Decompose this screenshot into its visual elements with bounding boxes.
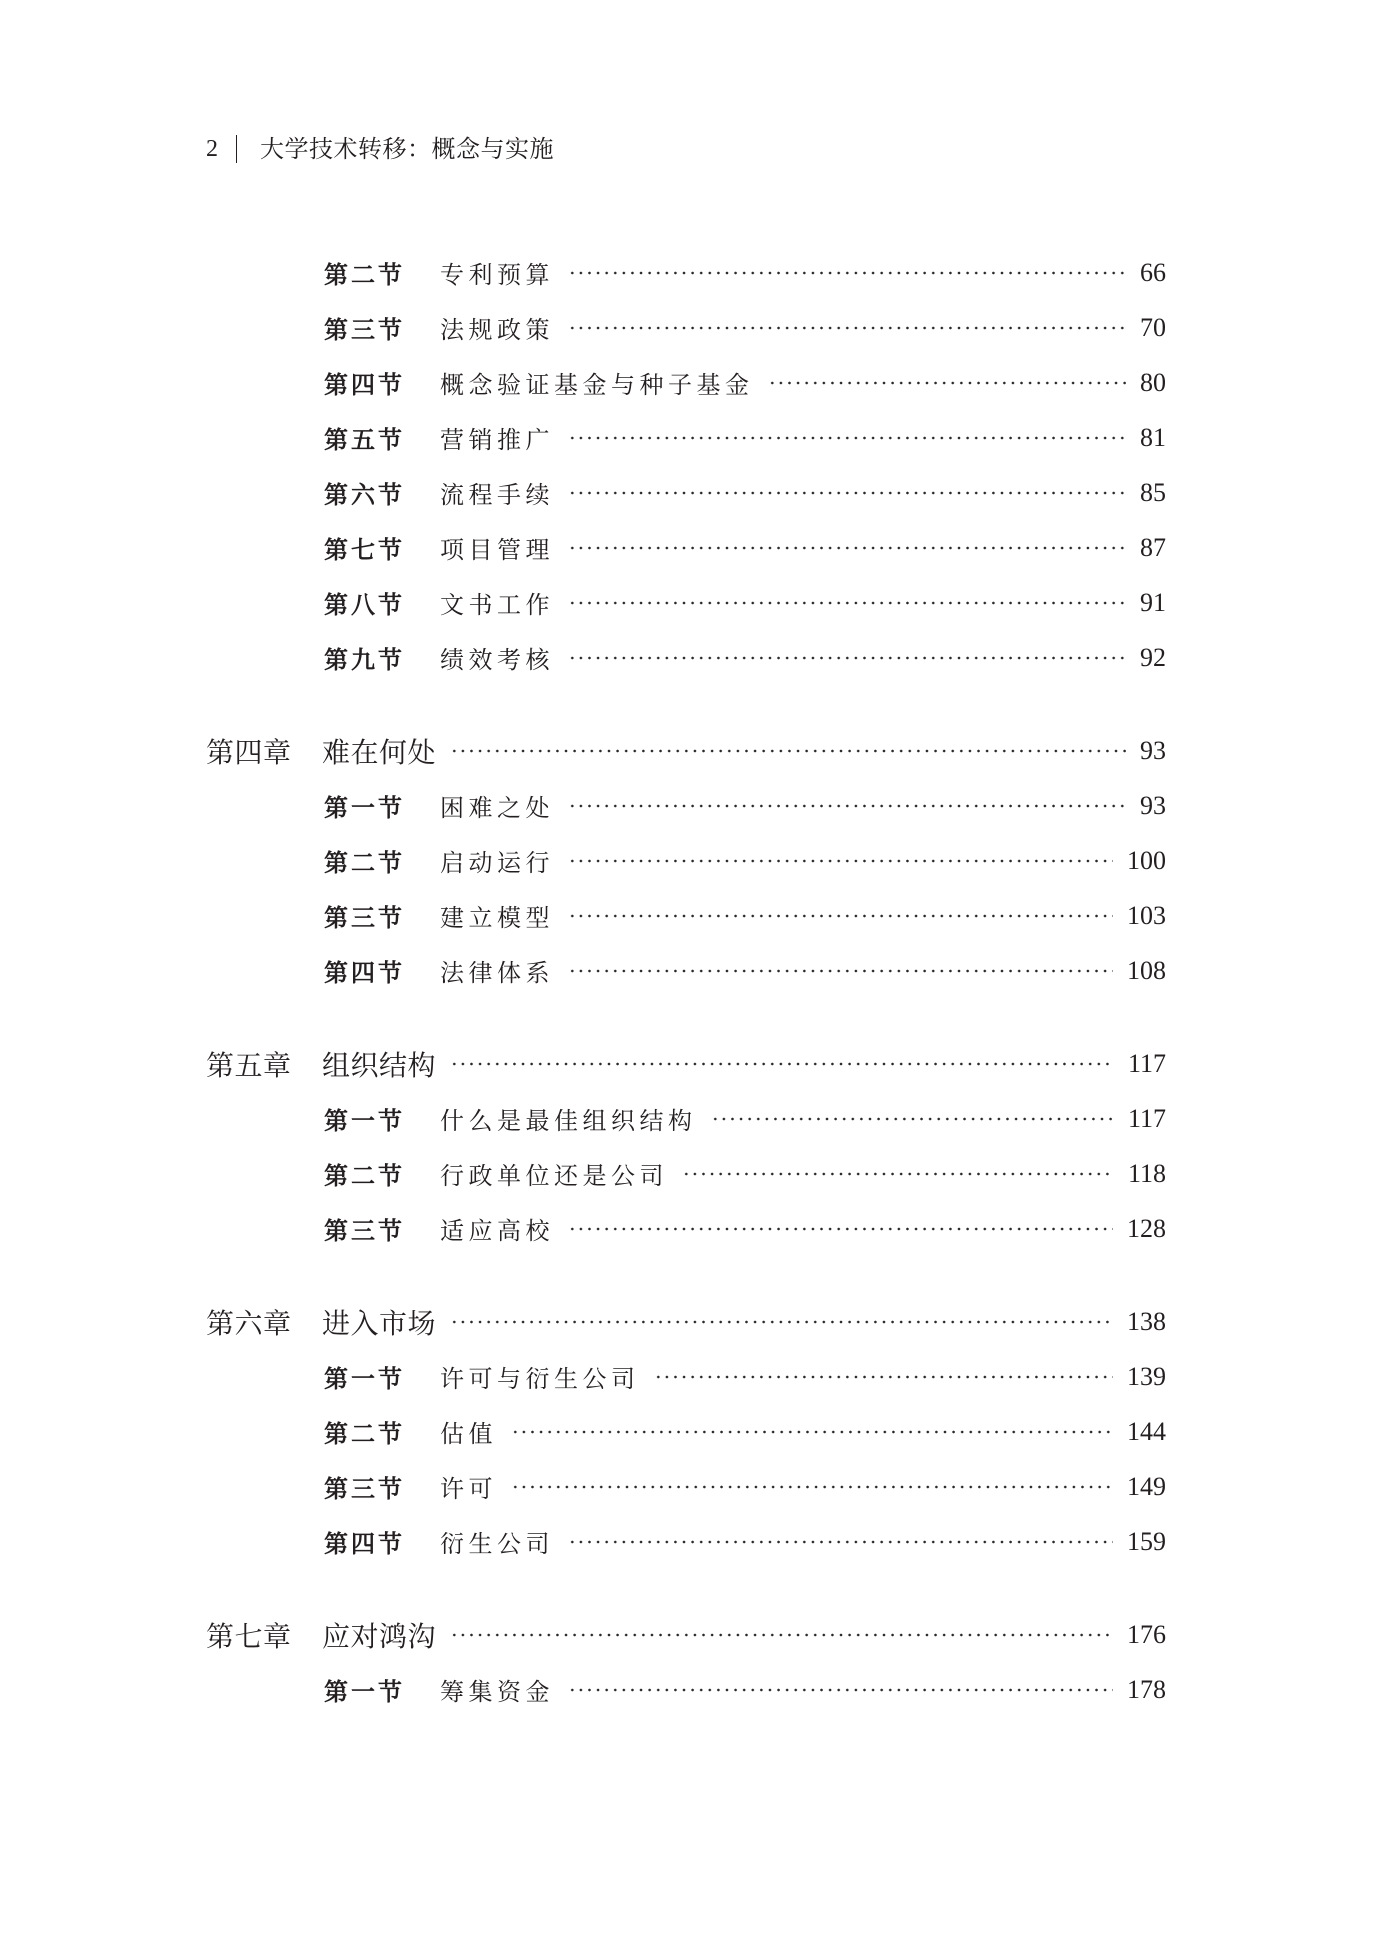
dot-leader xyxy=(568,1686,1113,1694)
chapter-label: 第六章 xyxy=(206,1306,292,1340)
section-page-number: 81 xyxy=(1140,422,1166,452)
section-title: 衍生公司 xyxy=(440,1530,554,1558)
section-label: 第三节 xyxy=(324,1216,405,1245)
chapter-title: 组织结构 xyxy=(322,1048,437,1082)
dot-leader xyxy=(768,379,1127,387)
dot-leader xyxy=(568,857,1113,865)
chapter-title: 难在何处 xyxy=(322,735,437,769)
section-page-number: 178 xyxy=(1127,1674,1166,1704)
section-label: 第七节 xyxy=(324,535,405,564)
dot-leader xyxy=(568,324,1126,332)
toc-group xyxy=(0,1294,1386,1569)
chapter-label: 第五章 xyxy=(206,1048,292,1082)
dot-leader xyxy=(682,1170,1114,1178)
section-page-number: 108 xyxy=(1127,955,1166,985)
section-title: 法律体系 xyxy=(440,959,554,987)
chapter-entry xyxy=(0,1036,1386,1091)
section-label: 第二节 xyxy=(324,260,405,289)
dot-leader xyxy=(568,967,1113,975)
section-title: 什么是最佳组织结构 xyxy=(440,1107,697,1135)
chapter-title: 应对鸿沟 xyxy=(322,1619,437,1653)
section-page-number: 80 xyxy=(1140,367,1166,397)
section-page-number: 118 xyxy=(1127,1158,1166,1188)
dot-leader xyxy=(568,544,1126,552)
dot-leader xyxy=(568,654,1126,662)
dot-leader xyxy=(654,1373,1114,1381)
section-entry xyxy=(0,410,1386,465)
section-title: 项目管理 xyxy=(440,536,554,564)
section-title: 启动运行 xyxy=(440,849,554,877)
toc-group xyxy=(0,1036,1386,1256)
section-entry xyxy=(0,1514,1386,1569)
section-label: 第四节 xyxy=(324,958,405,987)
section-label: 第四节 xyxy=(324,370,405,399)
section-entry xyxy=(0,245,1386,300)
section-title: 筹集资金 xyxy=(440,1678,554,1706)
section-entry xyxy=(0,1349,1386,1404)
book-title: 大学技术转移：概念与实施 xyxy=(260,135,554,163)
chapter-page-number: 176 xyxy=(1127,1619,1166,1649)
section-title: 估值 xyxy=(440,1420,497,1448)
page-number: 2 xyxy=(206,136,218,162)
section-label: 第三节 xyxy=(324,1474,405,1503)
section-entry xyxy=(0,355,1386,410)
dot-leader xyxy=(568,912,1113,920)
dot-leader xyxy=(450,1631,1113,1639)
section-title: 许可与衍生公司 xyxy=(440,1365,640,1393)
section-page-number: 66 xyxy=(1140,257,1166,287)
section-label: 第六节 xyxy=(324,480,405,509)
section-entry xyxy=(0,630,1386,685)
dot-leader xyxy=(511,1483,1113,1491)
dot-leader xyxy=(568,1225,1113,1233)
chapter-entry xyxy=(0,1607,1386,1662)
section-title: 绩效考核 xyxy=(440,646,554,674)
dot-leader xyxy=(568,489,1126,497)
section-entry xyxy=(0,575,1386,630)
section-entry xyxy=(0,1146,1386,1201)
section-entry xyxy=(0,943,1386,998)
section-title: 建立模型 xyxy=(440,904,554,932)
table-of-contents xyxy=(0,245,1386,1717)
dot-leader xyxy=(568,1538,1113,1546)
section-label: 第九节 xyxy=(324,645,405,674)
section-entry xyxy=(0,833,1386,888)
section-entry xyxy=(0,778,1386,833)
section-title: 文书工作 xyxy=(440,591,554,619)
section-page-number: 100 xyxy=(1127,845,1166,875)
running-header xyxy=(206,134,554,164)
chapter-entry xyxy=(0,723,1386,778)
section-label: 第八节 xyxy=(324,590,405,619)
section-page-number: 103 xyxy=(1127,900,1166,930)
section-page-number: 92 xyxy=(1140,642,1166,672)
section-page-number: 144 xyxy=(1127,1416,1166,1446)
section-label: 第一节 xyxy=(324,1677,405,1706)
header-divider xyxy=(236,135,237,163)
section-title: 流程手续 xyxy=(440,481,554,509)
section-entry xyxy=(0,300,1386,355)
dot-leader xyxy=(450,1318,1113,1326)
section-label: 第一节 xyxy=(324,1364,405,1393)
section-entry xyxy=(0,1404,1386,1459)
section-page-number: 128 xyxy=(1127,1213,1166,1243)
chapter-page-number: 138 xyxy=(1127,1306,1166,1336)
chapter-label: 第四章 xyxy=(206,735,292,769)
section-title: 营销推广 xyxy=(440,426,554,454)
section-title: 行政单位还是公司 xyxy=(440,1162,668,1190)
dot-leader xyxy=(711,1115,1114,1123)
chapter-label: 第七章 xyxy=(206,1619,292,1653)
dot-leader xyxy=(568,599,1126,607)
chapter-title: 进入市场 xyxy=(322,1306,437,1340)
section-page-number: 91 xyxy=(1140,587,1166,617)
section-page-number: 149 xyxy=(1127,1471,1166,1501)
chapter-page-number: 93 xyxy=(1140,735,1166,765)
section-label: 第二节 xyxy=(324,848,405,877)
section-entry xyxy=(0,1201,1386,1256)
section-entry xyxy=(0,1459,1386,1514)
section-entry xyxy=(0,520,1386,575)
toc-group xyxy=(0,245,1386,685)
toc-group xyxy=(0,1607,1386,1717)
section-entry xyxy=(0,465,1386,520)
section-page-number: 93 xyxy=(1140,790,1166,820)
section-title: 专利预算 xyxy=(440,261,554,289)
section-page-number: 159 xyxy=(1127,1526,1166,1556)
dot-leader xyxy=(568,269,1126,277)
section-label: 第一节 xyxy=(324,793,405,822)
section-page-number: 117 xyxy=(1127,1103,1166,1133)
section-label: 第一节 xyxy=(324,1106,405,1135)
section-label: 第五节 xyxy=(324,425,405,454)
section-page-number: 139 xyxy=(1127,1361,1166,1391)
toc-group xyxy=(0,723,1386,998)
section-label: 第三节 xyxy=(324,903,405,932)
section-page-number: 70 xyxy=(1140,312,1166,342)
section-label: 第二节 xyxy=(324,1419,405,1448)
chapter-entry xyxy=(0,1294,1386,1349)
section-entry xyxy=(0,888,1386,943)
section-title: 许可 xyxy=(440,1475,497,1503)
section-label: 第四节 xyxy=(324,1529,405,1558)
dot-leader xyxy=(450,1060,1114,1068)
chapter-page-number: 117 xyxy=(1127,1048,1166,1078)
section-title: 概念验证基金与种子基金 xyxy=(440,371,754,399)
dot-leader xyxy=(568,802,1126,810)
section-title: 法规政策 xyxy=(440,316,554,344)
section-entry xyxy=(0,1662,1386,1717)
section-label: 第三节 xyxy=(324,315,405,344)
section-title: 适应高校 xyxy=(440,1217,554,1245)
dot-leader xyxy=(568,434,1126,442)
section-entry xyxy=(0,1091,1386,1146)
dot-leader xyxy=(450,747,1126,755)
section-page-number: 85 xyxy=(1140,477,1166,507)
section-page-number: 87 xyxy=(1140,532,1166,562)
section-label: 第二节 xyxy=(324,1161,405,1190)
section-title: 困难之处 xyxy=(440,794,554,822)
dot-leader xyxy=(511,1428,1113,1436)
